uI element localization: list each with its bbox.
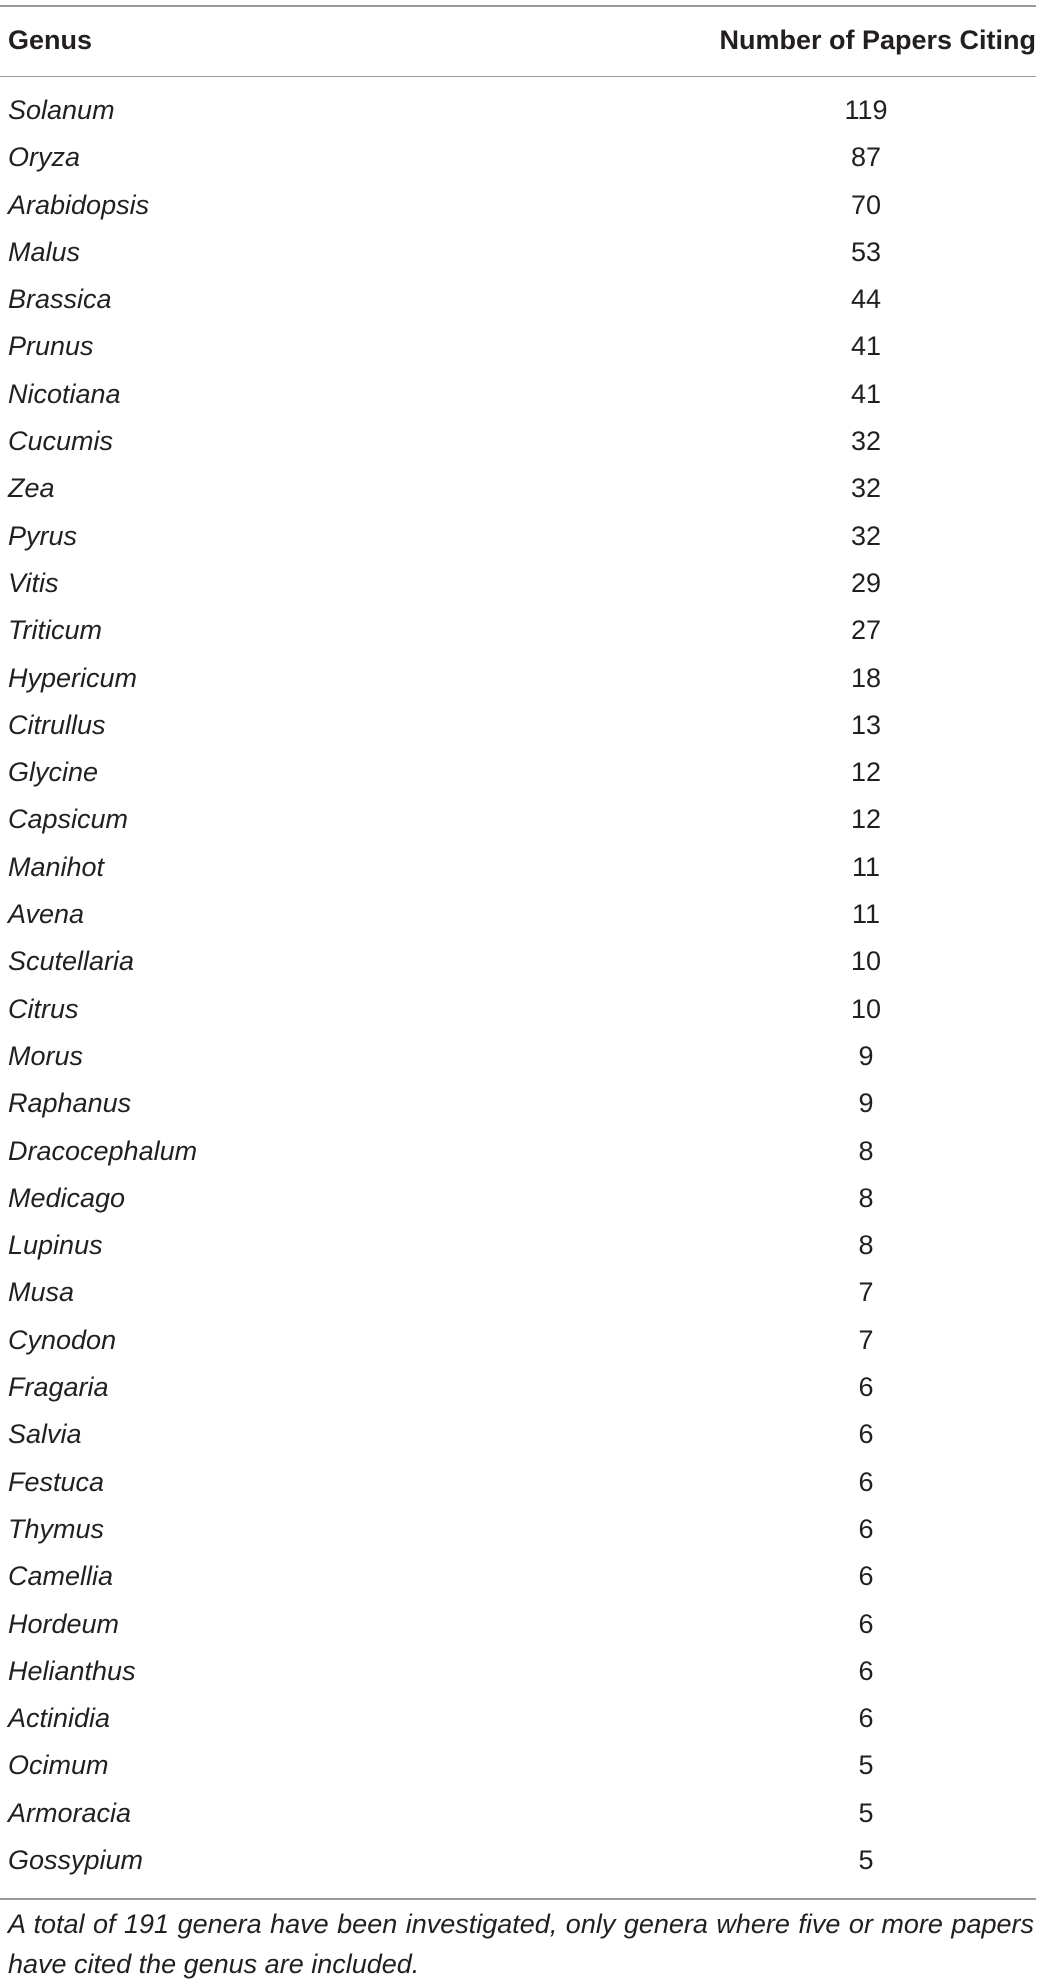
table-top-rule xyxy=(0,5,1036,7)
header-genus: Genus xyxy=(8,25,93,55)
table-row xyxy=(0,1840,1036,1887)
table-row xyxy=(0,610,1036,657)
table-row xyxy=(0,1509,1036,1556)
count-cell: 5 xyxy=(858,1797,874,1828)
count-cell: 5 xyxy=(858,1844,874,1875)
count-cell: 8 xyxy=(858,1135,874,1166)
table-bottom-rule xyxy=(0,1898,1036,1900)
genus-cell: Armoracia xyxy=(8,1797,132,1828)
table-row xyxy=(0,1036,1036,1083)
genus-cell: Fragaria xyxy=(8,1372,109,1403)
count-cell: 32 xyxy=(850,473,882,504)
genus-cell: Glycine xyxy=(8,757,99,788)
count-cell: 12 xyxy=(850,757,882,788)
count-cell: 7 xyxy=(858,1324,874,1355)
table-row xyxy=(0,1367,1036,1414)
table-body xyxy=(0,90,1036,1887)
count-cell: 41 xyxy=(850,331,882,362)
table-row xyxy=(0,185,1036,232)
count-cell: 87 xyxy=(850,142,882,173)
table-header xyxy=(0,20,1036,80)
table-row xyxy=(0,1083,1036,1130)
genus-cell: Lupinus xyxy=(8,1230,103,1261)
table-row xyxy=(0,658,1036,705)
genus-cell: Morus xyxy=(8,1040,84,1071)
table-row xyxy=(0,1131,1036,1178)
genus-cell: Helianthus xyxy=(8,1655,136,1686)
genus-cell: Arabidopsis xyxy=(8,189,150,220)
table-row xyxy=(0,1178,1036,1225)
table-footnote: A total of 191 genera have been investigated, only genera where five or more papers have cited the genus are included. xyxy=(8,1909,1034,1979)
table-row xyxy=(0,374,1036,421)
table-row xyxy=(0,137,1036,184)
count-cell: 6 xyxy=(858,1513,874,1544)
count-cell: 10 xyxy=(850,993,882,1024)
table-row xyxy=(0,1272,1036,1319)
count-cell: 44 xyxy=(850,284,882,315)
genus-cell: Actinidia xyxy=(8,1703,111,1734)
genus-cell: Avena xyxy=(8,899,85,930)
genus-cell: Cucumis xyxy=(8,426,114,457)
count-cell: 32 xyxy=(850,426,882,457)
genus-cell: Zea xyxy=(8,473,55,504)
count-cell: 8 xyxy=(858,1182,874,1213)
genus-cell: Hordeum xyxy=(8,1608,120,1639)
table-header-rule xyxy=(0,76,1036,77)
count-cell: 9 xyxy=(858,1040,874,1071)
genus-cell: Raphanus xyxy=(8,1088,132,1119)
genus-cell: Solanum xyxy=(8,95,115,125)
genus-cell: Thymus xyxy=(8,1513,105,1544)
table-row xyxy=(0,752,1036,799)
genus-cell: Festuca xyxy=(8,1466,105,1497)
genus-cell: Malus xyxy=(8,236,81,267)
table-row xyxy=(0,1698,1036,1745)
count-cell: 6 xyxy=(858,1608,874,1639)
genus-cell: Capsicum xyxy=(8,804,129,835)
genus-cell: Citrullus xyxy=(8,709,106,740)
genus-cell: Vitis xyxy=(8,567,59,598)
count-cell: 9 xyxy=(858,1088,874,1119)
count-cell: 8 xyxy=(858,1230,874,1261)
count-cell: 41 xyxy=(850,378,882,409)
genus-cell: Medicago xyxy=(8,1182,126,1213)
genus-cell: Cynodon xyxy=(8,1324,117,1355)
table-row xyxy=(0,516,1036,563)
table-row xyxy=(0,232,1036,279)
genus-cell: Brassica xyxy=(8,284,112,315)
count-cell: 13 xyxy=(850,709,882,740)
count-cell: 119 xyxy=(844,95,888,125)
table-row xyxy=(0,421,1036,468)
table-row xyxy=(0,1320,1036,1367)
count-cell: 11 xyxy=(851,851,881,882)
genus-cell: Hypericum xyxy=(8,662,138,693)
count-cell: 12 xyxy=(850,804,882,835)
count-cell: 27 xyxy=(850,615,882,646)
genus-cell: Prunus xyxy=(8,331,94,362)
count-cell: 6 xyxy=(858,1561,874,1592)
genus-cell: Oryza xyxy=(8,142,81,173)
count-cell: 10 xyxy=(850,946,882,977)
table-row xyxy=(0,1225,1036,1272)
table-row xyxy=(0,563,1036,610)
genus-cell: Dracocephalum xyxy=(8,1135,198,1166)
table-row xyxy=(0,326,1036,373)
count-cell: 7 xyxy=(858,1277,874,1308)
genus-cell: Gossypium xyxy=(8,1844,144,1875)
table-row xyxy=(0,468,1036,515)
table-row xyxy=(0,90,1036,137)
table-row xyxy=(0,1604,1036,1651)
count-cell: 5 xyxy=(858,1750,874,1781)
table-row xyxy=(0,1414,1036,1461)
count-cell: 18 xyxy=(850,662,882,693)
table-row xyxy=(0,1651,1036,1698)
table-row xyxy=(0,941,1036,988)
genus-cell: Citrus xyxy=(8,993,79,1024)
count-cell: 6 xyxy=(858,1655,874,1686)
table-row xyxy=(0,847,1036,894)
header-count: Number of Papers Citing xyxy=(719,25,1036,55)
table-row xyxy=(0,1793,1036,1840)
table-row xyxy=(0,1462,1036,1509)
genus-cell: Camellia xyxy=(8,1561,114,1592)
table-row xyxy=(0,894,1036,941)
genus-cell: Salvia xyxy=(8,1419,82,1450)
genus-cell: Manihot xyxy=(8,851,105,882)
count-cell: 6 xyxy=(858,1466,874,1497)
count-cell: 70 xyxy=(850,189,882,220)
count-cell: 6 xyxy=(858,1372,874,1403)
table-row xyxy=(0,705,1036,752)
table-row xyxy=(0,989,1036,1036)
genus-cell: Triticum xyxy=(8,615,102,646)
count-cell: 6 xyxy=(858,1419,874,1450)
genus-cell: Nicotiana xyxy=(8,378,121,409)
genus-cell: Musa xyxy=(8,1277,75,1308)
count-cell: 29 xyxy=(850,567,882,598)
table-row xyxy=(0,1556,1036,1603)
count-cell: 11 xyxy=(851,899,881,930)
table-row xyxy=(0,1745,1036,1792)
count-cell: 53 xyxy=(850,236,882,267)
table-row xyxy=(0,279,1036,326)
genus-cell: Scutellaria xyxy=(8,946,135,977)
count-cell: 6 xyxy=(858,1703,874,1734)
table-row xyxy=(0,799,1036,846)
genus-cell: Pyrus xyxy=(8,520,78,551)
genus-cell: Ocimum xyxy=(8,1750,109,1781)
count-cell: 32 xyxy=(850,520,882,551)
